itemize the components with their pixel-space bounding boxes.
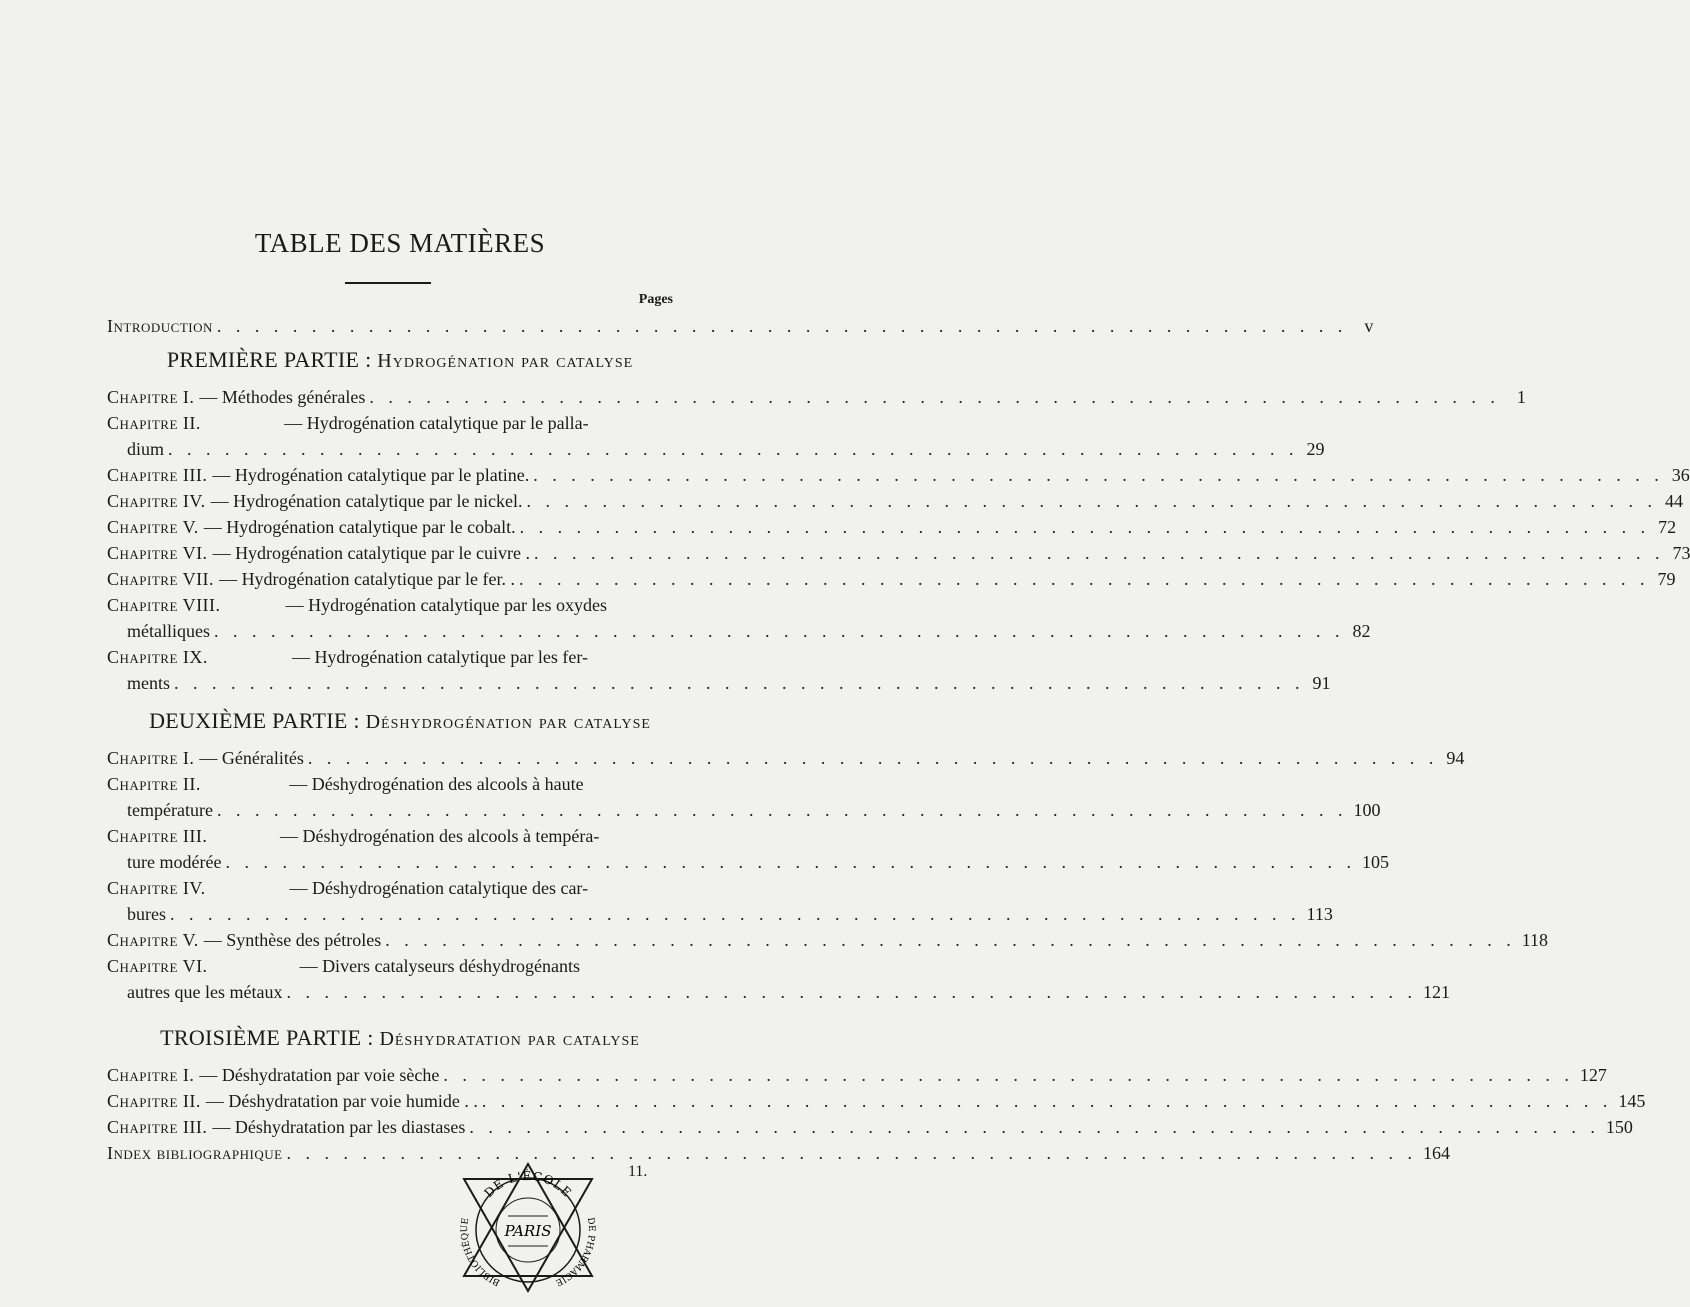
dot-leader: . . . . . . . . . . . . . . . . . . . . . . . . . . . . . . . . . . . . . . . . . . . . . . . . . . . . . . . . . . . . (168, 439, 1299, 459)
chapter-text: — Divers catalyseurs déshydrogénants (299, 956, 580, 976)
chapter-label: Chapitre VIII. (107, 595, 221, 615)
pages-column-label: Pages (638, 292, 673, 307)
chapter-label: Chapitre III. (107, 1117, 213, 1137)
chapter-label: Chapitre IV. (107, 878, 206, 898)
part-heading (0, 1025, 800, 1051)
dot-leader: . . . . . . . . . . . . . . . . . . . . . . . . . . . . . . . . . . . . . . . . . . . . . . . . . . . . . . . . . . . . (385, 930, 1516, 950)
chapter-text: — Hydrogénation catalytique par le fer. . (219, 569, 515, 589)
chapter-label: Chapitre V. (107, 517, 204, 537)
stamp-top-text: DE L'ÉCOLE (481, 1168, 575, 1201)
chapter-text: température (127, 800, 213, 820)
toc-entry (107, 1088, 1646, 1114)
chapter-label: Chapitre III. (107, 465, 213, 485)
chapter-text: — Déshydratation par voie sèche (199, 1065, 440, 1085)
chapter-text: — Hydrogénation catalytique par le nickel. (210, 491, 523, 511)
chapter-label: Chapitre I. (107, 387, 200, 407)
chapter-page: 73 (1672, 543, 1690, 563)
toc-entry (107, 1114, 1633, 1140)
chapter-text: métalliques (127, 621, 210, 641)
dot-leader: . . . . . . . . . . . . . . . . . . . . . . . . . . . . . . . . . . . . . . . . . . . . . . . . . . . . . . . . . . . . (216, 800, 1348, 820)
svg-text:DE L'ÉCOLE (482, 1168, 575, 1200)
chapter-text: — Déshydrogénation catalytique des car- (289, 878, 589, 898)
chapter-page: 1 (1516, 387, 1526, 407)
dot-leader: . . . . . . . . . . . . . . . . . . . . . . . . . . . . . . . . . . . . . . . . . . . . . . . . . . . . . . . . . . . . (469, 1117, 1600, 1137)
toc-entry (107, 1062, 1607, 1088)
dot-leader: . . . . . . . . . . . . . . . . . . . . . . . . . . . . . . . . . . . . . . . . . . . . . . . . . . . . . . . . . . . . (213, 621, 1345, 641)
dot-leader: . . . . . . . . . . . . . . . . . . . . . . . . . . . . . . . . . . . . . . . . . . . . . . . . . . . . . . . . . . . . (216, 316, 1348, 336)
chapter-page: 94 (1446, 748, 1465, 768)
chapter-label: Chapitre IX. (107, 647, 208, 667)
toc-entry (107, 566, 1676, 592)
toc-entry (107, 462, 1690, 488)
chapter-label: Chapitre V. (107, 930, 204, 950)
dot-leader: . . . . . . . . . . . . . . . . . . . . . . . . . . . . . . . . . . . . . . . . . . . . . . . . . . . . . . . . . . . . (518, 569, 1650, 589)
dot-leader: . . . . . . . . . . . . . . . . . . . . . . . . . . . . . . . . . . . . . . . . . . . . . . . . . . . . . . . . . . . . (533, 465, 1664, 485)
part-heading-prefix: DEUXIÈME PARTIE : (149, 708, 366, 733)
part-heading-prefix: PREMIÈRE PARTIE : (166, 347, 378, 372)
chapter-label: Chapitre IV. (107, 491, 211, 511)
chapter-page: 29 (1306, 439, 1325, 459)
chapter-text: — Hydrogénation catalytique par les fer- (291, 647, 588, 667)
toc-entry (107, 771, 1381, 823)
toc-entry-introduction (107, 313, 1374, 339)
chapter-page: 82 (1352, 621, 1371, 641)
chapter-label: Chapitre VII. (107, 569, 220, 589)
chapter-text: — Déshydrogénation des alcools à haute (289, 774, 584, 794)
dot-leader: . . . . . . . . . . . . . . . . . . . . . . . . . . . . . . . . . . . . . . . . . . . . . . . . . . . . . . . . . . . . (519, 517, 1651, 537)
chapter-page: 36 (1671, 465, 1690, 485)
introduction-label: Introduction (107, 316, 213, 336)
title-rule (345, 282, 431, 284)
toc-entry (107, 927, 1549, 953)
chapter-label: Chapitre II. (107, 1091, 206, 1111)
dot-leader: . . . . . . . . . . . . . . . . . . . . . . . . . . . . . . . . . . . . . . . . . . . . . . . . . . . . . . . . . . . . (533, 543, 1665, 563)
chapter-label: Chapitre II. (107, 774, 201, 794)
library-stamp (458, 1160, 598, 1295)
chapter-label: Chapitre II. (107, 413, 201, 433)
chapter-label: Chapitre VI. (107, 956, 208, 976)
chapter-text: — Déshydrogénation des alcools à tempéra- (280, 826, 600, 846)
chapter-page: 79 (1657, 569, 1676, 589)
chapter-page: 105 (1361, 852, 1389, 872)
chapter-text: — Déshydratation par les diastases (212, 1117, 466, 1137)
chapter-text: — Déshydratation par voie humide . . (205, 1091, 478, 1111)
introduction-page: v (1364, 316, 1374, 336)
part-heading (0, 347, 800, 373)
toc-entry (107, 644, 1331, 696)
dot-leader: . . . . . . . . . . . . . . . . . . . . . . . . . . . . . . . . . . . . . . . . . . . . . . . . . . . . . . . . . . . . (286, 982, 1417, 1002)
chapter-text: ture modérée (127, 852, 222, 872)
toc-entry (107, 514, 1677, 540)
dot-leader: . . . . . . . . . . . . . . . . . . . . . . . . . . . . . . . . . . . . . . . . . . . . . . . . . . . . . . . . . . . . (307, 748, 1439, 768)
chapter-page: 127 (1579, 1065, 1607, 1085)
chapter-text: dium (127, 439, 165, 459)
chapter-text: — Hydrogénation catalytique par le cobalt. (203, 517, 516, 537)
dot-leader: . . . . . . . . . . . . . . . . . . . . . . . . . . . . . . . . . . . . . . . . . . . . . . . . . . . . . . . . . . . . (526, 491, 1657, 511)
chapter-label: Chapitre I. (107, 748, 200, 768)
chapter-page: 72 (1658, 517, 1677, 537)
dot-leader: . . . . . . . . . . . . . . . . . . . . . . . . . . . . . . . . . . . . . . . . . . . . . . . . . . . . . . . . . . . . (174, 673, 1305, 693)
toc-entry (107, 410, 1325, 462)
chapter-label: Chapitre VI. (107, 543, 213, 563)
chapter-page: 44 (1664, 491, 1683, 511)
toc-entry (107, 953, 1450, 1005)
chapter-label: Chapitre I. (107, 1065, 200, 1085)
dot-leader: . . . . . . . . . . . . . . . . . . . . . . . . . . . . . . . . . . . . . . . . . . . . . . . . . . . . . . . . . . . . (443, 1065, 1574, 1085)
chapter-text: — Méthodes générales (199, 387, 366, 407)
dot-leader: . . . . . . . . . . . . . . . . . . . . . . . . . . . . . . . . . . . . . . . . . . . . . . . . . . . . . . . . . . . . (286, 1143, 1418, 1163)
chapter-page: 113 (1306, 904, 1333, 924)
part-heading-prefix: TROISIÈME PARTIE : (160, 1025, 380, 1050)
chapter-page: 121 (1422, 982, 1450, 1002)
toc-entry (107, 384, 1526, 410)
chapter-text: — Hydrogénation catalytique par le platine. (212, 465, 530, 485)
part-heading-title: Déshydratation par catalyse (379, 1028, 640, 1050)
toc-entry (107, 823, 1389, 875)
toc-entry (107, 745, 1465, 771)
chapter-text: — Hydrogénation catalytique par le palla- (284, 413, 589, 433)
part-heading (0, 708, 800, 734)
page-title: TABLE DES MATIÈRES (254, 228, 546, 258)
part-heading-title: Hydrogénation par catalyse (377, 350, 634, 372)
dot-leader: . . . . . . . . . . . . . . . . . . . . . . . . . . . . . . . . . . . . . . . . . . . . . . . . . . . . . . . . . . . . (481, 1091, 1613, 1111)
toc-entry (107, 540, 1690, 566)
chapter-page: 150 (1605, 1117, 1633, 1137)
chapter-text: — Synthèse des pétroles (203, 930, 382, 950)
toc-entry (107, 875, 1333, 927)
chapter-text: autres que les métaux (127, 982, 283, 1002)
chapter-label: Chapitre III. (107, 826, 208, 846)
dot-leader: . . . . . . . . . . . . . . . . . . . . . . . . . . . . . . . . . . . . . . . . . . . . . . . . . . . . . . . . . . . . (369, 387, 1500, 407)
toc-entry (107, 488, 1683, 514)
chapter-text: bures (127, 904, 166, 924)
chapter-text: — Hydrogénation catalytique par les oxydes (285, 595, 607, 615)
stamp-right-text: DE PHARMACIE (553, 1216, 596, 1288)
chapter-page: 118 (1521, 930, 1549, 950)
page-number: 11. (628, 1163, 648, 1180)
chapter-page: 100 (1353, 800, 1381, 820)
chapter-page: 91 (1312, 673, 1331, 693)
stamp-left-text: BIBLIOTHÈQUE (459, 1217, 502, 1288)
chapter-text: ments (127, 673, 170, 693)
dot-leader: . . . . . . . . . . . . . . . . . . . . . . . . . . . . . . . . . . . . . . . . . . . . . . . . . . . . . . . . . . . . (170, 904, 1301, 924)
chapter-page: 145 (1618, 1091, 1646, 1111)
toc-entry (107, 592, 1371, 644)
dot-leader: . . . . . . . . . . . . . . . . . . . . . . . . . . . . . . . . . . . . . . . . . . . . . . . . . . . . . . . . . . . . (225, 852, 1356, 872)
index-label: Index bibliographique (107, 1143, 283, 1163)
part-heading-title: Déshydrogénation par catalyse (365, 711, 651, 733)
chapter-text: — Généralités (199, 748, 304, 768)
stamp-center-text: PARIS (504, 1222, 552, 1240)
chapter-text: — Hydrogénation catalytique par le cuivre . (212, 543, 530, 563)
index-page: 164 (1423, 1143, 1451, 1163)
